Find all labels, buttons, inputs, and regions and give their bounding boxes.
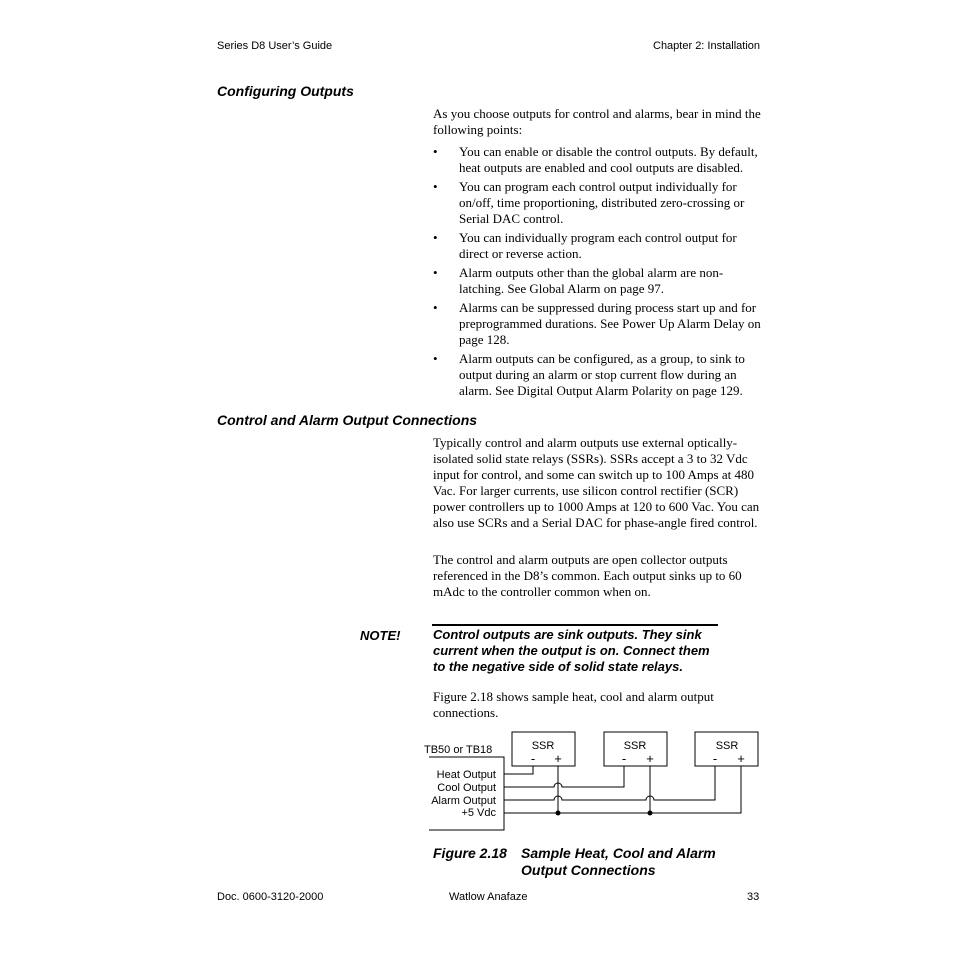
minus-terminal-label: - xyxy=(621,751,627,766)
minus-terminal-label: - xyxy=(712,751,718,766)
footer-doc-number: Doc. 0600-3120-2000 xyxy=(217,891,324,903)
bullet-marker: • xyxy=(433,300,438,315)
plus-terminal-label: + xyxy=(646,751,654,766)
list-item-text: You can individually program each control output for direct or reverse action. xyxy=(459,230,737,261)
section-heading-configuring-outputs: Configuring Outputs xyxy=(217,83,354,99)
running-header-left: Series D8 User’s Guide xyxy=(217,40,333,52)
alarm-output-label: Alarm Output xyxy=(431,795,496,807)
list-item-text: You can program each control output individually for on/off, time proportioning, distributed zero-crossing or Serial DAC control. xyxy=(459,179,745,226)
plus-terminal-label: + xyxy=(737,751,745,766)
figure-number: Figure 2.18 xyxy=(433,845,507,861)
list-item-text: You can enable or disable the control outputs. By default, heat outputs are enabled and cool outputs are disabled. xyxy=(459,144,758,175)
figure-title-line-2: Output Connections xyxy=(521,862,656,878)
connections-paragraph-1: Typically control and alarm outputs use external optically-isolated solid state relays (SSRs). SSRs accept a 3 to 32 Vdc input for control, and some can switch up to 100 Amps at 480 Vac. For larger currents, use silicon control rectifier (SCR) power controllers up to 1000 Amps at 120 to 600 Vac. You can also use SCRs and a Serial DAC for phase-angle fired control. xyxy=(433,435,760,530)
ssr-label: SSR xyxy=(715,740,739,752)
bullet-marker: • xyxy=(433,351,438,366)
heat-output-wire xyxy=(504,766,533,774)
plus-terminal-label: + xyxy=(554,751,562,766)
cool-output-wire xyxy=(504,766,624,787)
note-text: Control outputs are sink outputs. They sink current when the output is on. Connect them to the negative side of solid state relays. xyxy=(433,627,710,674)
page-number: 33 xyxy=(747,891,760,903)
running-header-right: Chapter 2: Installation xyxy=(653,40,761,52)
terminal-block-label: TB50 or TB18 xyxy=(424,744,493,756)
bullet-marker: • xyxy=(433,230,438,245)
list-item-text: Alarms can be suppressed during process start up and for preprogrammed durations. See Power Up Alarm Delay on page 128. xyxy=(459,300,761,347)
supply-5vdc-label: +5 Vdc xyxy=(461,807,496,819)
heat-output-label: Heat Output xyxy=(436,769,496,781)
list-item-text: Alarm outputs can be configured, as a group, to sink to output during an alarm or stop current flow during an alarm. See Digital Output Alarm Polarity on page 129. xyxy=(459,351,745,398)
bullet-marker: • xyxy=(433,179,438,194)
junction-dot xyxy=(648,811,653,816)
configuring-intro: As you choose outputs for control and alarms, bear in mind the following points: xyxy=(433,106,761,137)
bullet-marker: • xyxy=(433,265,438,280)
ssr-label: SSR xyxy=(623,740,647,752)
figure-title-line-1: Sample Heat, Cool and Alarm xyxy=(521,845,716,861)
supply-5vdc-wire xyxy=(504,766,741,813)
ssr-label: SSR xyxy=(531,740,555,752)
alarm-output-wire xyxy=(504,766,715,800)
footer-company: Watlow Anafaze xyxy=(449,891,528,903)
minus-terminal-label: - xyxy=(530,751,536,766)
bullet-marker: • xyxy=(433,144,438,159)
connections-paragraph-2: The control and alarm outputs are open collector outputs referenced in the D8’s common. Each output sinks up to 60 mAdc to the controller common when on. xyxy=(433,552,742,599)
list-item-text: Alarm outputs other than the global alarm are non-latching. See Global Alarm on page 97. xyxy=(459,265,724,296)
figure-intro: Figure 2.18 shows sample heat, cool and alarm output connections. xyxy=(433,689,714,720)
note-label: NOTE! xyxy=(360,628,401,643)
cool-output-label: Cool Output xyxy=(437,782,496,794)
junction-dot xyxy=(556,811,561,816)
section-heading-output-connections: Control and Alarm Output Connections xyxy=(217,412,478,428)
